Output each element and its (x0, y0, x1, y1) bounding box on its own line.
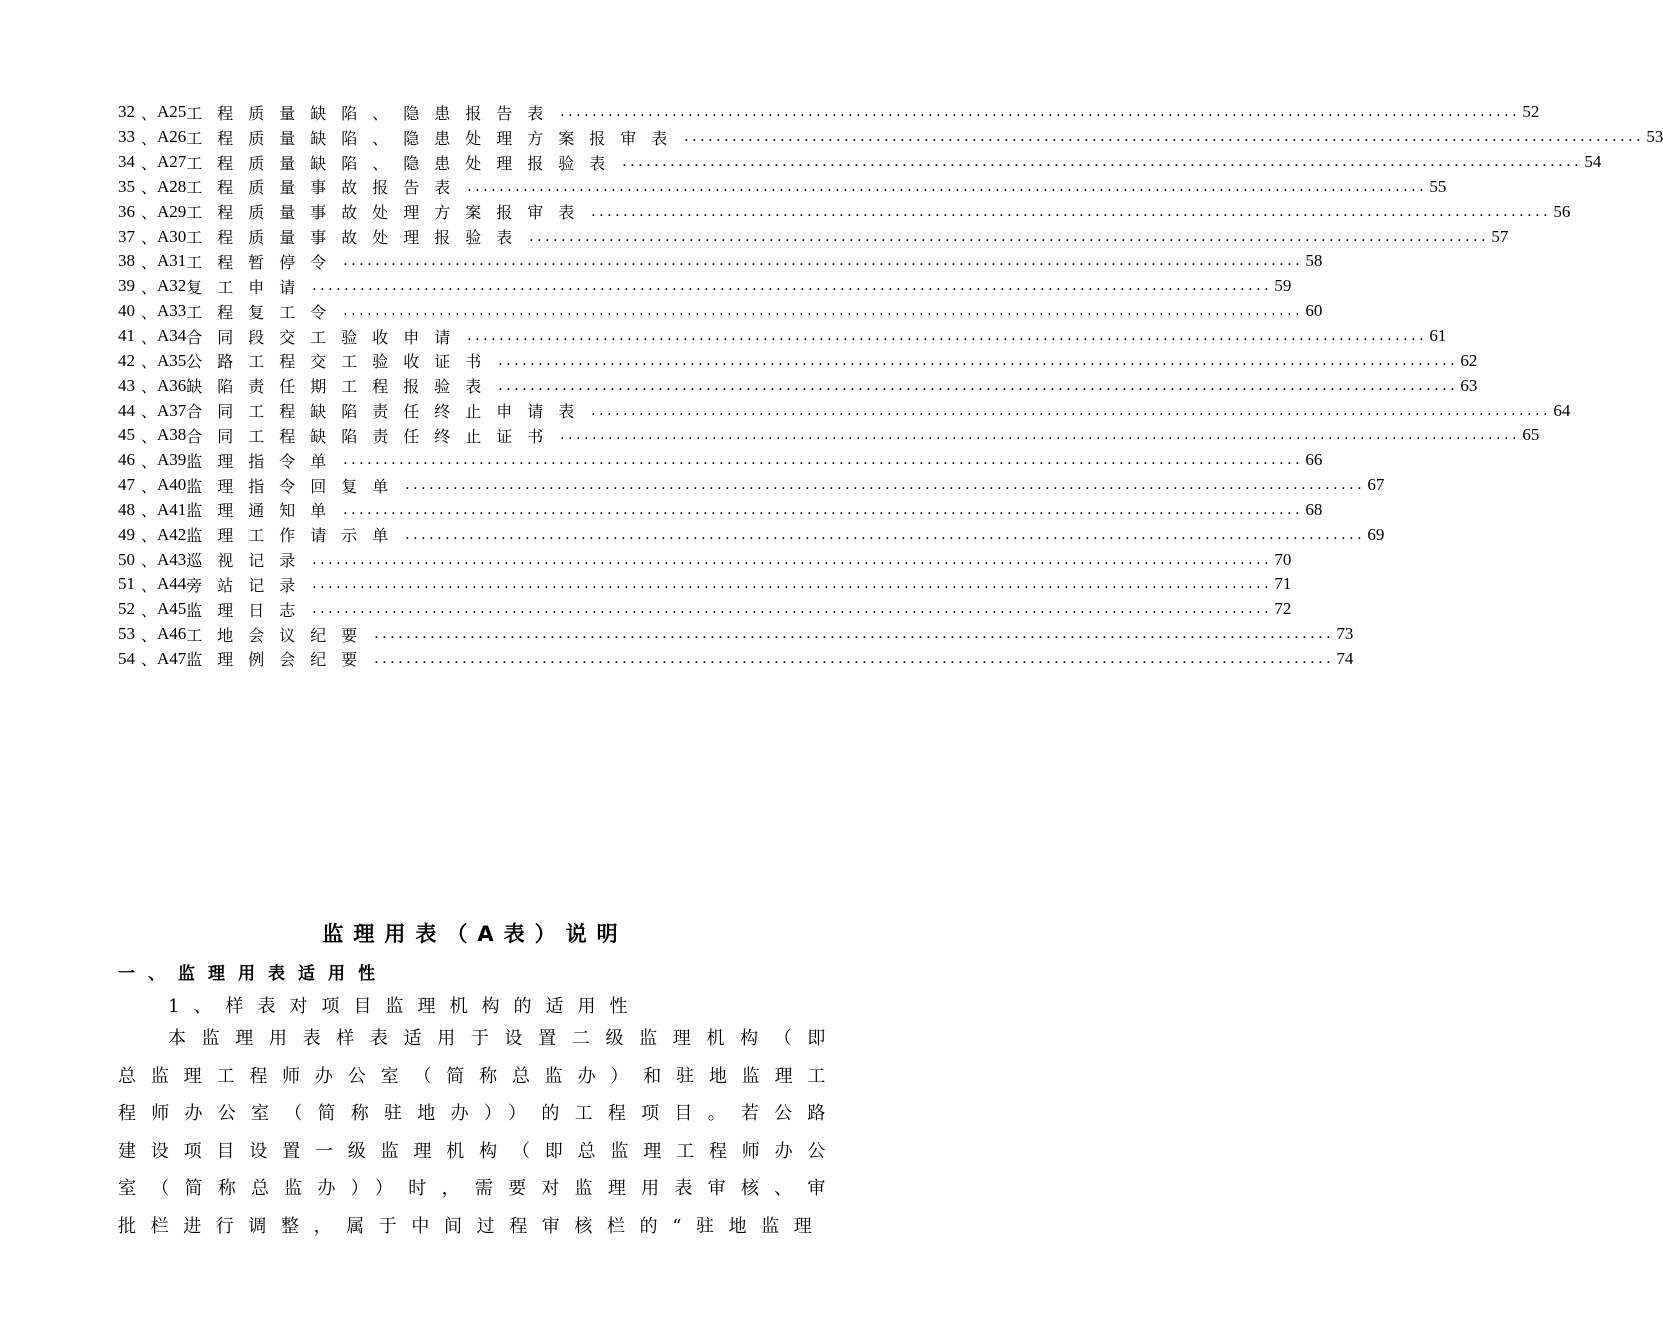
toc-code: A46 (157, 624, 187, 644)
toc-code: A32 (157, 276, 187, 296)
toc-page-number: 68 (1305, 499, 1323, 519)
toc-number: 34 (118, 152, 135, 172)
toc-entry[interactable] (118, 324, 1447, 349)
toc-page-number: 63 (1460, 375, 1478, 395)
toc-number: 54 (118, 648, 135, 668)
toc-code: A33 (157, 301, 187, 321)
toc-code: A25 (157, 102, 187, 122)
toc-number: 33 (118, 127, 135, 147)
toc-entry[interactable] (118, 597, 1292, 622)
toc-leader-dots: ........................................................................................................................ (560, 103, 1521, 121)
toc-code: A44 (157, 574, 187, 594)
toc-separator: 、 (141, 402, 158, 422)
toc-page-number: 57 (1491, 226, 1509, 246)
toc-entry[interactable] (118, 473, 1385, 498)
toc-page-number: 72 (1274, 599, 1292, 619)
toc-number: 44 (118, 400, 135, 420)
toc-number: 52 (118, 599, 135, 619)
toc-separator: 、 (141, 302, 158, 322)
toc-leader-dots: ........................................................................................................................ (405, 476, 1366, 494)
toc-separator: 、 (141, 600, 158, 620)
toc-code: A36 (157, 375, 187, 395)
toc-entry[interactable] (118, 249, 1323, 274)
toc-code: A39 (157, 450, 187, 470)
toc-entry[interactable] (118, 647, 1354, 672)
toc-leader-dots: ........................................................................................................................ (498, 376, 1459, 394)
toc-page-number: 54 (1584, 152, 1602, 172)
toc-title: 旁站记录 (186, 575, 311, 595)
toc-number: 42 (118, 350, 135, 370)
toc-code: A40 (157, 475, 187, 495)
toc-entry[interactable] (118, 274, 1292, 299)
toc-leader-dots: ........................................................................................................................ (467, 327, 1428, 345)
toc-code: A35 (157, 350, 187, 370)
toc-number: 46 (118, 450, 135, 470)
toc-separator: 、 (141, 476, 158, 496)
toc-leader-dots: ........................................................................................................................ (343, 252, 1304, 270)
toc-code: A41 (157, 499, 187, 519)
toc-title: 工程复工令 (186, 302, 342, 322)
toc-separator: 、 (141, 451, 158, 471)
toc-code: A31 (157, 251, 187, 271)
toc-leader-dots: ........................................................................................................................ (312, 600, 1273, 618)
toc-code: A27 (157, 152, 187, 172)
toc-number: 50 (118, 549, 135, 569)
toc-number: 36 (118, 201, 135, 221)
toc-entry[interactable] (118, 175, 1447, 200)
toc-leader-dots: ........................................................................................................................ (560, 426, 1521, 444)
toc-code: A30 (157, 226, 187, 246)
toc-leader-dots: ........................................................................................................................ (405, 525, 1366, 543)
body-paragraph: 本监理用表样表适用于设置二级监理机构（即总监理工程师办公室（简称总监办）和驻地监理工程师办公室（简称驻地办））的工程项目。若公路建设项目设置一级监理机构（即总监理工程师办公室（简称总监办））时，需要对监理用表审核、审批栏进行调整，属于中间过程审核栏的“驻地监理 (118, 1028, 840, 1237)
toc-page-number: 62 (1460, 350, 1478, 370)
toc-number: 32 (118, 102, 135, 122)
toc-separator: 、 (141, 625, 158, 645)
toc-code: A45 (157, 599, 187, 619)
toc-code: A37 (157, 400, 187, 420)
toc-separator: 、 (141, 426, 158, 446)
toc-title: 巡视记录 (186, 551, 311, 571)
toc-title: 监理日志 (186, 600, 311, 620)
toc-page-number: 56 (1553, 201, 1571, 221)
toc-title: 监理工作请示单 (186, 526, 404, 546)
toc-separator: 、 (141, 153, 158, 173)
toc-entry[interactable] (118, 125, 1663, 150)
toc-entry[interactable] (118, 498, 1323, 523)
toc-page-number: 55 (1429, 176, 1447, 196)
toc-leader-dots: ........................................................................................................................ (312, 277, 1273, 295)
toc-number: 35 (118, 176, 135, 196)
toc-code: A43 (157, 549, 187, 569)
toc-page-number: 66 (1305, 450, 1323, 470)
toc-title: 工程质量事故处理方案报审表 (186, 203, 590, 223)
toc-page-number: 71 (1274, 574, 1292, 594)
toc-number: 47 (118, 475, 135, 495)
toc-page-number: 74 (1336, 648, 1354, 668)
toc-number: 43 (118, 375, 135, 395)
toc-entry[interactable] (118, 572, 1292, 597)
toc-separator: 、 (141, 128, 158, 148)
toc-entry[interactable] (118, 150, 1602, 175)
toc-title: 合同工程缺陷责任终止证书 (186, 426, 559, 446)
toc-title: 工程质量缺陷、隐患报告表 (186, 103, 559, 123)
toc-leader-dots: ........................................................................................................................ (591, 401, 1552, 419)
toc-entry[interactable] (118, 348, 1478, 373)
toc-title: 合同工程缺陷责任终止申请表 (186, 402, 590, 422)
toc-page-number: 52 (1522, 102, 1540, 122)
toc-number: 37 (118, 226, 135, 246)
toc-page-number: 67 (1367, 475, 1385, 495)
toc-leader-dots: ........................................................................................................................ (343, 451, 1304, 469)
toc-page-number: 53 (1646, 127, 1663, 147)
toc-separator: 、 (141, 650, 158, 670)
toc-number: 49 (118, 524, 135, 544)
toc-title: 公路工程交工验收证书 (186, 352, 497, 372)
toc-title: 工程暂停令 (186, 252, 342, 272)
section-title: 一、监理用表适用性 (118, 964, 388, 984)
toc-page-number: 60 (1305, 301, 1323, 321)
toc-separator: 、 (141, 277, 158, 297)
toc-title: 监理例会纪要 (186, 650, 373, 670)
toc-separator: 、 (141, 575, 158, 595)
toc-entry[interactable] (118, 448, 1323, 473)
toc-separator: 、 (141, 327, 158, 347)
toc-leader-dots: ........................................................................................................................ (374, 649, 1335, 667)
subsection-title: 1、样表对项目监理机构的适用性 (168, 996, 642, 1017)
toc-title: 工地会议纪要 (186, 625, 373, 645)
toc-code: A34 (157, 326, 187, 346)
toc-title: 监理指令单 (186, 451, 342, 471)
toc-separator: 、 (141, 526, 158, 546)
toc-leader-dots: ........................................................................................................................ (467, 177, 1428, 195)
toc-entry[interactable] (118, 299, 1323, 324)
toc-title: 缺陷责任期工程报验表 (186, 377, 497, 397)
toc-page-number: 73 (1336, 624, 1354, 644)
toc-separator: 、 (141, 228, 158, 248)
toc-leader-dots: ........................................................................................................................ (684, 128, 1645, 146)
toc-number: 40 (118, 301, 135, 321)
toc-number: 38 (118, 251, 135, 271)
toc-page-number: 70 (1274, 549, 1292, 569)
toc-leader-dots: ........................................................................................................................ (312, 550, 1273, 568)
toc-page-number: 58 (1305, 251, 1323, 271)
toc-page-number: 64 (1553, 400, 1571, 420)
toc-code: A28 (157, 176, 187, 196)
toc-number: 39 (118, 276, 135, 296)
toc-page-number: 65 (1522, 425, 1540, 445)
toc-leader-dots: ........................................................................................................................ (343, 302, 1304, 320)
toc-separator: 、 (141, 551, 158, 571)
toc-separator: 、 (141, 178, 158, 198)
toc-title: 复工申请 (186, 277, 311, 297)
toc-entry[interactable] (118, 100, 1540, 125)
toc-number: 51 (118, 574, 135, 594)
toc-entry[interactable] (118, 423, 1540, 448)
toc-code: A29 (157, 201, 187, 221)
toc-leader-dots: ........................................................................................................................ (312, 575, 1273, 593)
toc-separator: 、 (141, 377, 158, 397)
toc-title: 监理指令回复单 (186, 476, 404, 496)
toc-page-number: 59 (1274, 276, 1292, 296)
toc-title: 工程质量缺陷、隐患处理报验表 (186, 153, 621, 173)
toc-entry[interactable] (118, 547, 1292, 572)
toc-separator: 、 (141, 203, 158, 223)
toc-entry[interactable] (118, 373, 1478, 398)
toc-code: A47 (157, 648, 187, 668)
toc-page-number: 61 (1429, 326, 1447, 346)
toc-separator: 、 (141, 103, 158, 123)
toc-entry[interactable] (118, 522, 1385, 547)
toc-separator: 、 (141, 501, 158, 521)
toc-code: A26 (157, 127, 187, 147)
toc-leader-dots: ........................................................................................................................ (374, 625, 1335, 643)
toc-leader-dots: ........................................................................................................................ (343, 500, 1304, 518)
toc-leader-dots: ........................................................................................................................ (498, 351, 1459, 369)
toc-leader-dots: ........................................................................................................................ (529, 227, 1490, 245)
toc-number: 45 (118, 425, 135, 445)
toc-entry[interactable] (118, 199, 1571, 224)
toc-title: 监理通知单 (186, 501, 342, 521)
toc-page-number: 69 (1367, 524, 1385, 544)
toc-separator: 、 (141, 252, 158, 272)
toc-code: A42 (157, 524, 187, 544)
toc-number: 53 (118, 624, 135, 644)
toc-leader-dots: ........................................................................................................................ (591, 202, 1552, 220)
toc-entry[interactable] (118, 398, 1571, 423)
toc-title: 工程质量事故处理报验表 (186, 228, 528, 248)
toc-number: 48 (118, 499, 135, 519)
section-heading: 监理用表（A表）说明 (322, 922, 628, 946)
toc-entry[interactable] (118, 224, 1509, 249)
toc-title: 工程质量事故报告表 (186, 178, 466, 198)
table-of-contents (118, 100, 1663, 671)
toc-separator: 、 (141, 352, 158, 372)
toc-entry[interactable] (118, 622, 1354, 647)
toc-title: 工程质量缺陷、隐患处理方案报审表 (186, 128, 683, 148)
toc-code: A38 (157, 425, 187, 445)
toc-leader-dots: ........................................................................................................................ (622, 153, 1583, 171)
toc-number: 41 (118, 326, 135, 346)
toc-title: 合同段交工验收申请 (186, 327, 466, 347)
